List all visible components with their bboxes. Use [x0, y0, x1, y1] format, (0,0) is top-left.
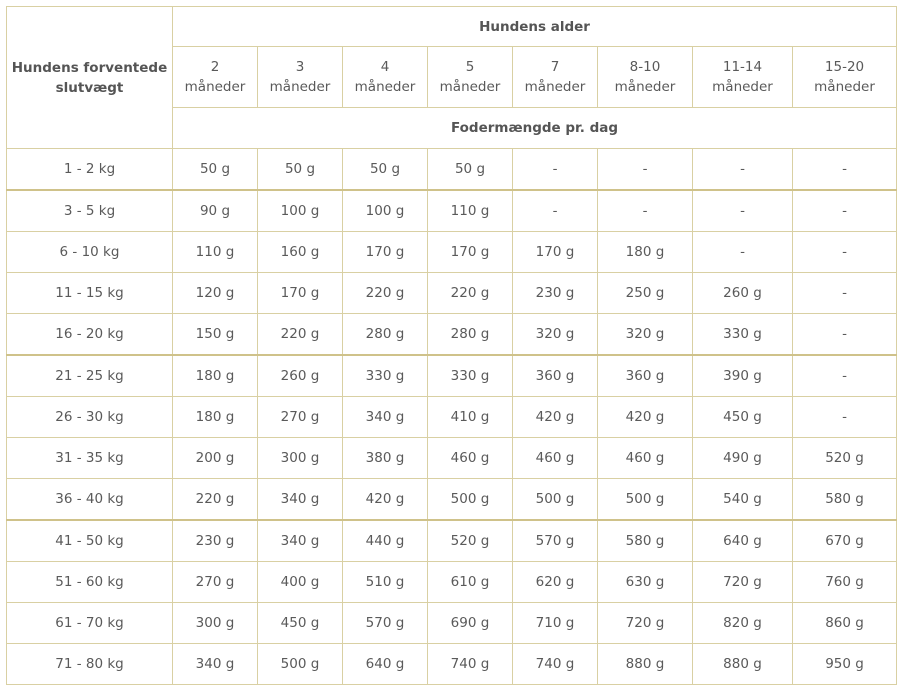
weight-cell: 6 - 10 kg: [7, 232, 173, 273]
table-row: [7, 397, 897, 438]
amount-cell: -: [793, 397, 897, 438]
amount-cell: 170 g: [343, 232, 428, 273]
table-row: [7, 644, 897, 685]
amount-cell: 50 g: [173, 149, 258, 191]
amount-cell: 170 g: [428, 232, 513, 273]
amount-cell: 260 g: [693, 273, 793, 314]
age-value: 7: [550, 59, 560, 75]
age-unit: måneder: [814, 79, 875, 95]
table-row: [7, 273, 897, 314]
amount-cell: 170 g: [258, 273, 343, 314]
amount-cell: 340 g: [343, 397, 428, 438]
amount-cell: 570 g: [513, 520, 598, 562]
amount-cell: 460 g: [598, 438, 693, 479]
age-column-header: [598, 47, 693, 108]
age-column-header: [258, 47, 343, 108]
age-header: Hundens alder: [173, 7, 897, 47]
amount-cell: 50 g: [343, 149, 428, 191]
amount-cell: 610 g: [428, 562, 513, 603]
table-row: [7, 603, 897, 644]
amount-cell: 880 g: [693, 644, 793, 685]
age-column-header: [343, 47, 428, 108]
amount-cell: 390 g: [693, 355, 793, 397]
amount-cell: 230 g: [513, 273, 598, 314]
age-value: 2: [210, 59, 220, 75]
amount-cell: 580 g: [793, 479, 897, 521]
amount-cell: 420 g: [513, 397, 598, 438]
amount-cell: -: [793, 232, 897, 273]
age-value: 3: [295, 59, 305, 75]
amount-cell: 50 g: [428, 149, 513, 191]
amount-cell: 380 g: [343, 438, 428, 479]
amount-cell: 860 g: [793, 603, 897, 644]
amount-cell: 280 g: [428, 314, 513, 356]
feeding-table: [6, 6, 897, 685]
age-value: 11-14: [722, 59, 763, 75]
weight-cell: 3 - 5 kg: [7, 190, 173, 232]
amount-cell: 640 g: [693, 520, 793, 562]
amount-cell: 360 g: [598, 355, 693, 397]
amount-header: Fodermængde pr. dag: [173, 108, 897, 149]
amount-cell: 580 g: [598, 520, 693, 562]
amount-cell: 330 g: [428, 355, 513, 397]
amount-cell: 200 g: [173, 438, 258, 479]
expected-weight-header-line2: slutvægt: [55, 79, 124, 96]
age-column-header: [693, 47, 793, 108]
weight-cell: 11 - 15 kg: [7, 273, 173, 314]
amount-cell: 500 g: [513, 479, 598, 521]
weight-cell: 36 - 40 kg: [7, 479, 173, 521]
amount-cell: 300 g: [173, 603, 258, 644]
amount-cell: 570 g: [343, 603, 428, 644]
amount-cell: 120 g: [173, 273, 258, 314]
amount-cell: -: [598, 190, 693, 232]
amount-cell: 630 g: [598, 562, 693, 603]
age-value: 8-10: [629, 59, 661, 75]
amount-cell: 510 g: [343, 562, 428, 603]
amount-cell: 320 g: [598, 314, 693, 356]
table-row: [7, 520, 897, 562]
age-unit: måneder: [614, 79, 676, 95]
age-unit: måneder: [524, 79, 586, 95]
table-row: [7, 190, 897, 232]
amount-cell: 220 g: [173, 479, 258, 521]
amount-cell: 710 g: [513, 603, 598, 644]
amount-cell: -: [793, 190, 897, 232]
amount-cell: 220 g: [428, 273, 513, 314]
amount-cell: 180 g: [173, 397, 258, 438]
age-value: 5: [465, 59, 475, 75]
weight-cell: 41 - 50 kg: [7, 520, 173, 562]
age-unit: måneder: [184, 79, 246, 95]
weight-cell: 26 - 30 kg: [7, 397, 173, 438]
weight-cell: 16 - 20 kg: [7, 314, 173, 356]
amount-cell: 100 g: [343, 190, 428, 232]
amount-cell: 620 g: [513, 562, 598, 603]
expected-weight-header-line1: Hundens forventede: [11, 59, 168, 76]
weight-cell: 21 - 25 kg: [7, 355, 173, 397]
amount-cell: 250 g: [598, 273, 693, 314]
amount-cell: 340 g: [173, 644, 258, 685]
amount-cell: 420 g: [598, 397, 693, 438]
amount-cell: 100 g: [258, 190, 343, 232]
amount-cell: 460 g: [428, 438, 513, 479]
table-row: [7, 438, 897, 479]
amount-cell: 440 g: [343, 520, 428, 562]
amount-cell: -: [693, 232, 793, 273]
amount-cell: 340 g: [258, 520, 343, 562]
amount-cell: -: [793, 273, 897, 314]
age-unit: måneder: [439, 79, 501, 95]
amount-cell: 420 g: [343, 479, 428, 521]
amount-cell: 450 g: [693, 397, 793, 438]
amount-cell: 90 g: [173, 190, 258, 232]
age-column-header: [173, 47, 258, 108]
amount-cell: -: [598, 149, 693, 191]
amount-cell: 720 g: [598, 603, 693, 644]
amount-cell: -: [513, 190, 598, 232]
amount-cell: 170 g: [513, 232, 598, 273]
weight-cell: 51 - 60 kg: [7, 562, 173, 603]
amount-cell: 500 g: [258, 644, 343, 685]
amount-cell: 740 g: [428, 644, 513, 685]
amount-cell: 740 g: [513, 644, 598, 685]
amount-cell: -: [793, 149, 897, 191]
amount-cell: 50 g: [258, 149, 343, 191]
amount-cell: 450 g: [258, 603, 343, 644]
table-row: [7, 562, 897, 603]
age-column-header: [513, 47, 598, 108]
amount-cell: 270 g: [173, 562, 258, 603]
table-row: [7, 314, 897, 356]
amount-cell: 110 g: [173, 232, 258, 273]
age-unit: måneder: [354, 79, 416, 95]
amount-cell: 520 g: [428, 520, 513, 562]
amount-cell: 670 g: [793, 520, 897, 562]
age-unit: måneder: [269, 79, 331, 95]
amount-cell: 500 g: [598, 479, 693, 521]
amount-cell: 180 g: [598, 232, 693, 273]
amount-cell: 260 g: [258, 355, 343, 397]
age-value: 15-20: [824, 59, 865, 75]
amount-cell: 330 g: [693, 314, 793, 356]
table-row: [7, 479, 897, 521]
table-row: [7, 149, 897, 191]
amount-cell: 280 g: [343, 314, 428, 356]
amount-cell: 110 g: [428, 190, 513, 232]
amount-cell: 500 g: [428, 479, 513, 521]
amount-cell: 640 g: [343, 644, 428, 685]
amount-cell: -: [693, 190, 793, 232]
age-unit: måneder: [712, 79, 773, 95]
amount-cell: 360 g: [513, 355, 598, 397]
amount-cell: 230 g: [173, 520, 258, 562]
amount-cell: 330 g: [343, 355, 428, 397]
amount-cell: 300 g: [258, 438, 343, 479]
amount-cell: 720 g: [693, 562, 793, 603]
amount-cell: 410 g: [428, 397, 513, 438]
amount-cell: 160 g: [258, 232, 343, 273]
amount-cell: 690 g: [428, 603, 513, 644]
expected-weight-header: [7, 7, 173, 149]
amount-cell: 820 g: [693, 603, 793, 644]
amount-cell: -: [513, 149, 598, 191]
amount-cell: 320 g: [513, 314, 598, 356]
table-row: [7, 232, 897, 273]
amount-cell: -: [793, 314, 897, 356]
amount-cell: 220 g: [343, 273, 428, 314]
amount-cell: -: [793, 355, 897, 397]
amount-cell: 180 g: [173, 355, 258, 397]
amount-cell: 220 g: [258, 314, 343, 356]
amount-cell: 540 g: [693, 479, 793, 521]
age-column-header: [428, 47, 513, 108]
table-row: [7, 355, 897, 397]
weight-cell: 61 - 70 kg: [7, 603, 173, 644]
amount-cell: 490 g: [693, 438, 793, 479]
amount-cell: 950 g: [793, 644, 897, 685]
weight-cell: 71 - 80 kg: [7, 644, 173, 685]
amount-cell: 460 g: [513, 438, 598, 479]
age-column-header: [793, 47, 897, 108]
amount-cell: 150 g: [173, 314, 258, 356]
amount-cell: 880 g: [598, 644, 693, 685]
amount-cell: 340 g: [258, 479, 343, 521]
amount-cell: 400 g: [258, 562, 343, 603]
amount-cell: 760 g: [793, 562, 897, 603]
amount-cell: 520 g: [793, 438, 897, 479]
weight-cell: 1 - 2 kg: [7, 149, 173, 191]
amount-cell: -: [693, 149, 793, 191]
age-value: 4: [380, 59, 390, 75]
amount-cell: 270 g: [258, 397, 343, 438]
weight-cell: 31 - 35 kg: [7, 438, 173, 479]
